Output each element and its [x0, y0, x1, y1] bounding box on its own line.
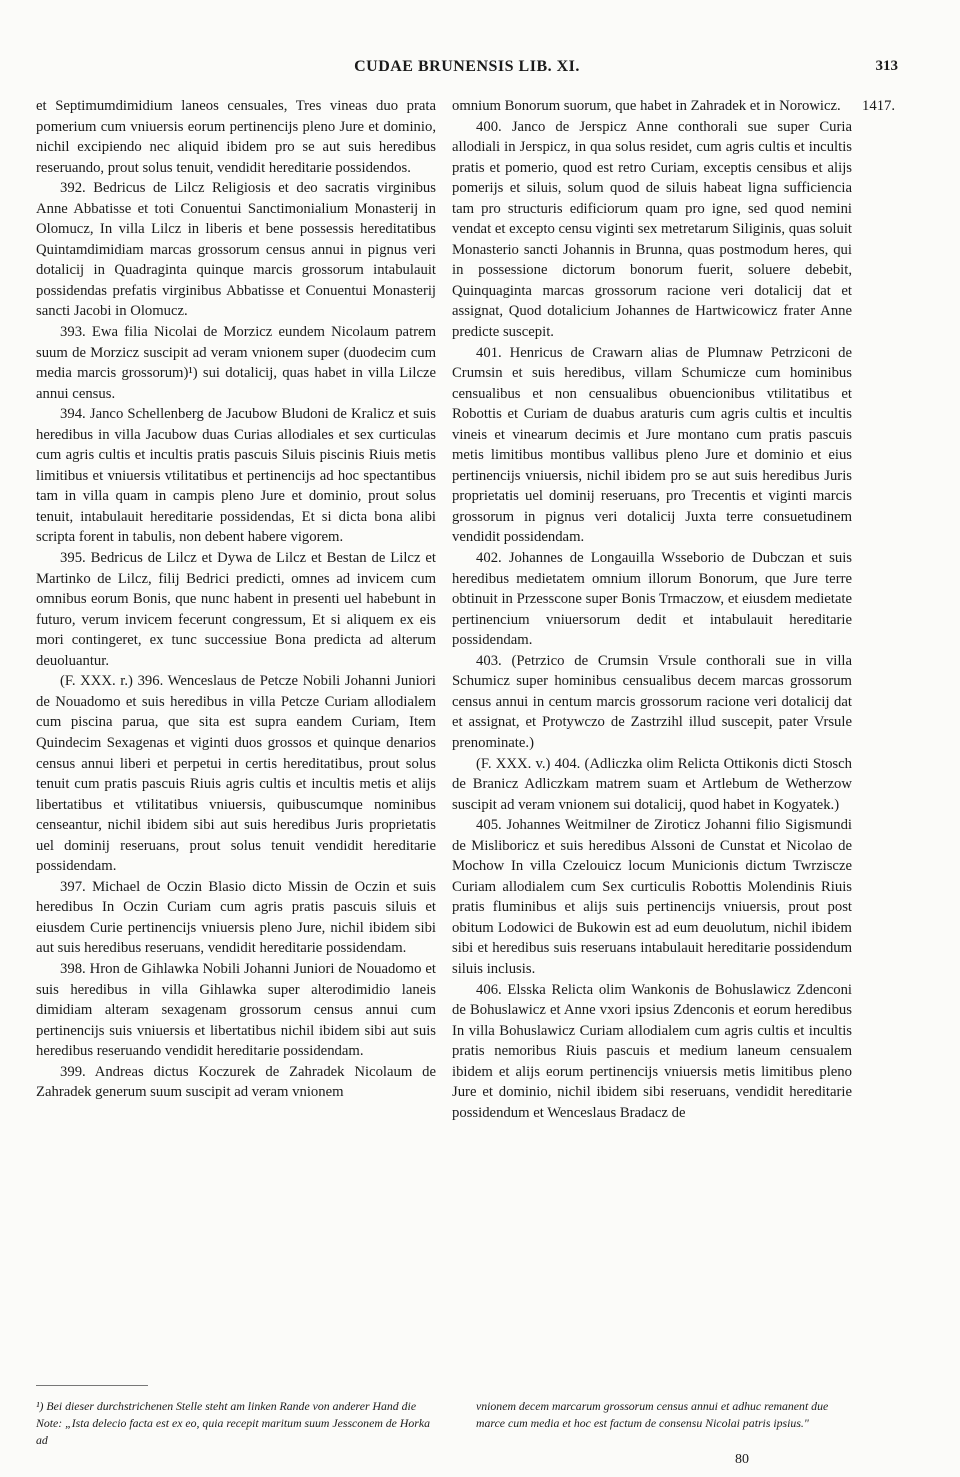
- entry-401: 401. Henricus de Crawarn alias de Plumnaw Petrziconi de Crumsin et suis heredibus, villam Schumicze cum hominibus censualibus et non censualibus obuencionibus vtilitatibus et Robottis et Curiam de duabus araturis cum agris cultis et incultis vineis et vinearum decimis et Jure montano cum pratis pascuis metis limitibus montibus vallibus pleno Jure et dominio et eius pertinencijs vniuersis, nichil ibidem pro se aut suis heredibus Juris proprietatis uel dominij reseruans, pro Trecentis et viginti marcis grossorum in pignus veri dotalicij Juxta terre consuetudinem vendidit possidendam.: [452, 344, 852, 546]
- entry-406: 406. Elsska Relicta olim Wankonis de Bohuslawicz Zdenconi de Bohuslawicz et Anne vxori ipsius Zdenconis et eorum heredibus In villa Bohuslawicz Curiam allodialem cum agris cultis et incultis pratis nemoribus Riuis pascuis et medium laneum censualem ibidem et alijs eorum pertinencijs vniuersis metis limitibus pleno Jure et dominio, nichil ibidem sibi reseruans, vendidit hereditarie possidendum et Wenceslaus Bradacz de: [452, 981, 852, 1121]
- right-column: [452, 96, 852, 1123]
- entry-398: 398. Hron de Gihlawka Nobili Johanni Juniori de Nouadomo et suis heredibus in villa Gihlawka super alterodimidio laneis dimidiam alteram sexagenam grossorum census annui cum pertinencijs suis vniuersis et libertatibus nichil ibidem sibi aut suis heredibus reseruando vendidit hereditarie possidendam.: [36, 960, 436, 1060]
- signature-mark: 80: [735, 1452, 749, 1467]
- entry-394: 394. Janco Schellenberg de Jacubow Bludoni de Kralicz et suis heredibus in villa Jacubow duas Curias allodiales et sex curticulas cum agris cultis et incultis pratis pascuis Siluis piscinis Riuis metis limitibus et vniuersis vtilitatibus et pertinencijs ad hoc spectantibus tam in villa quam in campis pleno Jure et dominio, prout solus tenuit, intabulauit hereditarie possidendas, Et si dicta bona alibi scripta forent in tabulis, non debent habere vigorem.: [36, 406, 436, 546]
- text-paragraph: omnium Bonorum suorum, que habet in Zahradek et in Norowicz.: [452, 98, 841, 114]
- entry-399: 399. Andreas dictus Koczurek de Zahradek Nicolaum de Zahradek generum suum suscipit ad veram vnionem: [36, 1063, 436, 1101]
- entry-405: 405. Johannes Weitmilner de Ziroticz Johanni filio Sigismundi de Misliboricz et suis heredibus Alssoni de Cunstat et Nicolao de Mochow In villa Czelouicz locum Municionis dictum Twrziscze Curiam allodialem cum Sex curticulis Robottis Molendinis Riuis pratis fluminibus et alijs suis pertinencijs vniuersis, prout post obitum Lodowici de Bukowin est ad eum deuolutum, nichil ibidem sibi et heredibus suis reseruans intabulauit hereditarie possidendum siluis inclusis.: [452, 817, 852, 977]
- entry-397: 397. Michael de Oczin Blasio dicto Missin de Oczin et suis heredibus In Oczin Curiam cum agris pratis pascuis siluis et eiusdem Curie pertinencijs vniuersis pleno Jure, nichil ibidem sibi aut suis heredibus reseruans, vendidit hereditarie possidendam.: [36, 878, 436, 957]
- entry-402: 402. Johannes de Longauilla Wsseborio de Dubczan et suis heredibus medietatem omnium illorum Bonorum, que Jure terre obtinuit in Przesscone super Bonis Trmaczow, et eiusdem medietate pertinencium vniuersorum dedit et intabulauit hereditarie possidendam.: [452, 550, 852, 649]
- entry-396: (F. XXX. r.) 396. Wenceslaus de Petcze Nobili Johanni Juniori de Nouadomo et suis heredibus in villa Petcze Curiam allodialem cum piscina parua, que sita est supra eandem Curiam, Item Quindecim Sexagenas et viginti duos grossos et quinque denarios census annui liberi et perpetui in certis hereditatibus, prout solus tenuit cum pratis pascuis Riuis agris cultis et incultis metis et alijs libertatibus et vtilitatibus vniuersis, quibuscumque nominibus censeantur, nichil ibidem sibi aut suis heredibus Juris proprietatis uel dominij reseruans, prout solus tenuit vendidit hereditarie possidendam.: [36, 673, 436, 875]
- footnote-text: ¹) Bei dieser durchstrichenen Stelle steht am linken Rande von anderer Hand die Note: „Ista delecio facta est ex eo, quia recepit maritum suum Jessconem de Horka ad: [36, 1399, 431, 1447]
- entry-395: 395. Bedricus de Lilcz et Dywa de Lilcz et Bestan de Lilcz et Martinko de Lilcz, filij Bedrici predicti, omnes ad invicem cum omnibus eorum Bonis, que nunc habent in presenti uel habebunt in futuro, verum invicem fecerunt congressum, Et si aliquem ex eis mori contingeret, ex tunc successiue Bona predicta ad alterum deuoluantur.: [36, 550, 436, 669]
- left-column: [36, 96, 436, 1103]
- entry-392: 392. Bedricus de Lilcz Religiosis et deo sacratis virginibus Anne Abbatisse et toti Conuentui Sanctimonialium Monasterij in Olomucz, In villa Lilcz in liberis et bene possessis hereditatibus Quintamdimidiam marcas grossorum census annui in pignus veri dotalicij in Quadraginta quinque marcis grossorum intabulauit possidendas prefatis virginibus Abbatisse et Conuentui Monasterij sancti Jacobi in Olomucz.: [36, 180, 436, 320]
- footnote-left: [36, 1398, 436, 1449]
- text-paragraph: et Septimumdimidium laneos censuales, Tres vineas duo prata pomerium cum vniuersis eorum pertinencijs pleno Jure et dominio, nichil excipiendo nec aliquid ibidem pro se aut suis heredibus reseruando, prout solus tenuit, vendidit hereditarie possidendos.: [36, 98, 436, 176]
- entry-393: 393. Ewa filia Nicolai de Morzicz eundem Nicolaum patrem suum de Morzicz suscipit ad veram vnionem super (duodecim cum media marcis grossorum)¹) sui dotalicij, quas habet in villa Lilcze annui census.: [36, 324, 436, 402]
- running-head: CUDAE BRUNENSIS LIB. XI.: [354, 58, 580, 75]
- page-number: 313: [875, 58, 898, 74]
- margin-year: 1417.: [862, 98, 896, 114]
- entry-403: 403. (Petrzico de Crumsin Vrsule conthorali sue in villa Schumicz super hominibus censualibus decem marcas grossorum census annui in centum marcis grossorum racione veri dotalicij dat et assignat, et Protywczo de Zastrzihl illud suscepit, pater Vrsule prenominate.): [452, 652, 852, 751]
- footnote-rule: [36, 1385, 148, 1386]
- footnote-text: vnionem decem marcarum grossorum census annui et adhuc remanent due marce cum media et hoc est factum de consensu Nicolai patris ipsius.": [476, 1399, 829, 1430]
- page-header: [36, 58, 898, 82]
- footnote-right: [476, 1398, 856, 1432]
- entry-404: (F. XXX. v.) 404. (Adliczka olim Relicta Ottikonis dicti Stosch de Branicz Adliczkam matrem suam et Artlebum de Wetherzow suscipit ad veram vnionem sui dotalicij, quod habet in Kogyatek.): [452, 755, 852, 813]
- entry-400: 400. Janco de Jerspicz Anne conthorali sue super Curia allodiali in Jerspicz, in qua solus residet, cum agris cultis et incultis pratis et pomerio, quod est retro Curiam, exceptis censibus et alijs pomerijs et siluis, solum quod de siluis habeat ligna sufficiencia tam pro structuris edificiorum quam pro igne, sed quod nemini vendat et excepto censu viginti sex metretarum Siliginis, quas soluit Monasterio sancti Johannis in Brunna, quas postmodum heres, qui in possessione dictorum bonorum fuerit, soluere debebit, Quinquaginta marcas grossorum racione veri dotalicij dat et assignat, Quod dotalicium Johannes de Hartwicowicz frater Anne predicte suscepit.: [452, 118, 852, 341]
